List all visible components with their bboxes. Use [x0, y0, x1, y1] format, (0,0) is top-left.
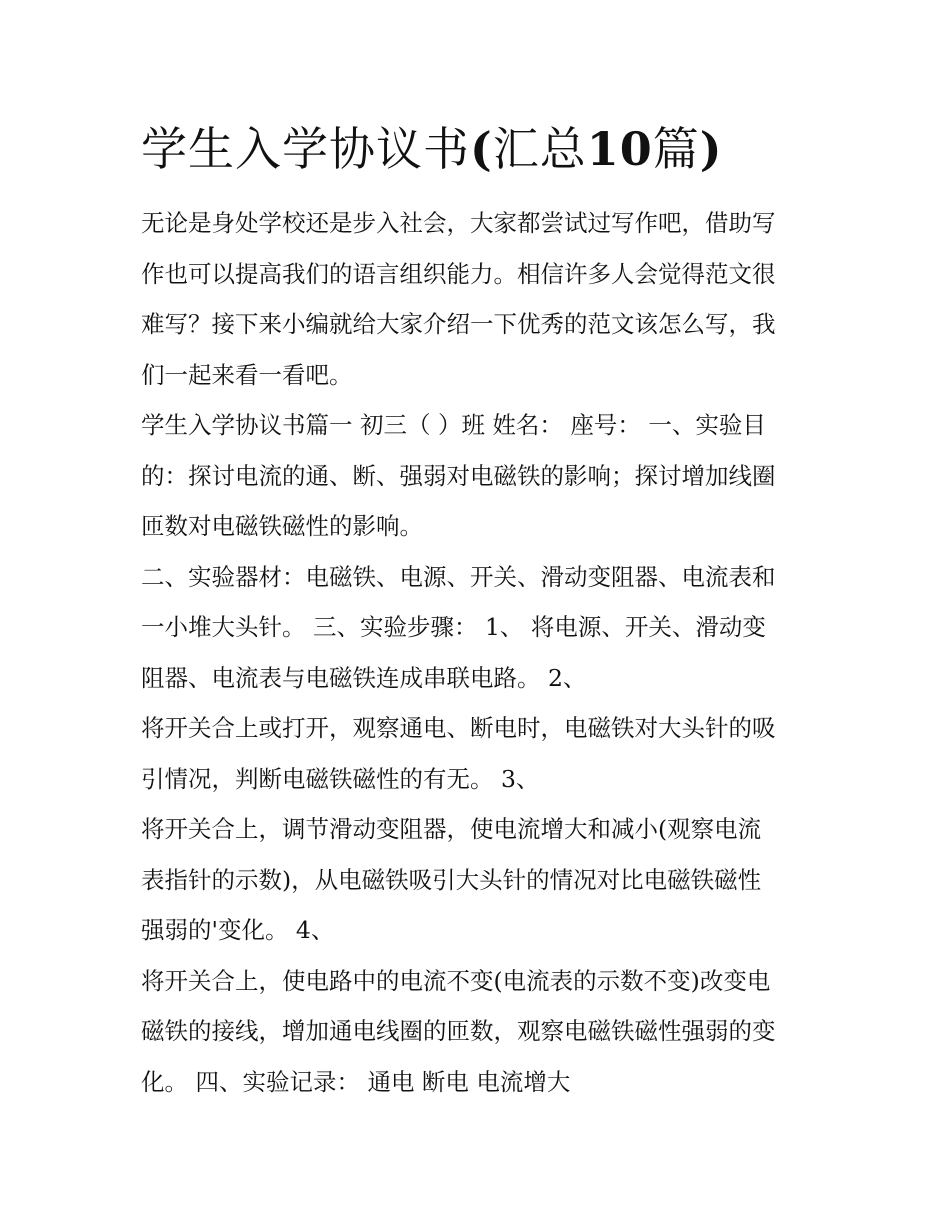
body-line: 引情况，判断电磁铁磁性的有无。 3、 [141, 764, 540, 793]
title-summary: 汇总 [492, 122, 587, 176]
body-line: 的：探讨电流的通、断、强弱对电磁铁的影响；探讨增加线圈 [141, 461, 776, 490]
body-line: 二、实验器材：电磁铁、电源、开关、滑动变阻器、电流表和 [141, 562, 776, 591]
document-title [141, 116, 723, 182]
body-line: 们一起来看一看吧。 [141, 360, 353, 389]
body-line: 无论是身处学校还是步入社会，大家都尝试过写作吧，借助写 [141, 209, 776, 237]
title-unit: 篇 [652, 122, 700, 176]
body-line: 作也可以提高我们的语言组织能力。相信许多人会觉得范文很 [141, 259, 776, 288]
body-line: 匝数对电磁铁磁性的影响。 [141, 512, 423, 540]
body-line: 学生入学协议书篇一 初三（ ）班 姓名： 座号： 一、实验目 [141, 411, 766, 439]
body-line: 将开关合上，调节滑动变阻器，使电流增大和减小(观察电流 [141, 815, 762, 843]
body-line: 强弱的'变化。 4、 [141, 916, 335, 944]
body-line: 表指针的示数)，从电磁铁吸引大头针的情况对比电磁铁磁性 [141, 865, 762, 894]
body-line: 化。 四、实验记录： 通电 断电 电流增大 [141, 1067, 571, 1096]
body-line: 阻器、电流表与电磁铁连成串联电路。 2、 [141, 663, 587, 692]
body-line: 难写？接下来小编就给大家介绍一下优秀的范文该怎么写，我 [141, 310, 776, 338]
title-main: 学生入学协议书 [141, 122, 470, 176]
title-open-paren: ( [470, 122, 493, 176]
document-body [141, 198, 816, 1107]
title-close-paren: ) [699, 122, 723, 176]
body-line: 将开关合上或打开，观察通电、断电时，电磁铁对大头针的吸 [141, 714, 776, 742]
body-line: 一小堆大头针。 三、实验步骤： 1、 将电源、开关、滑动变 [141, 613, 766, 641]
body-line: 将开关合上，使电路中的电流不变(电流表的示数不变)改变电 [141, 966, 771, 995]
body-line: 磁铁的接线，增加通电线圈的匝数，观察电磁铁磁性强弱的变 [141, 1017, 776, 1045]
title-count: 10 [586, 122, 653, 176]
